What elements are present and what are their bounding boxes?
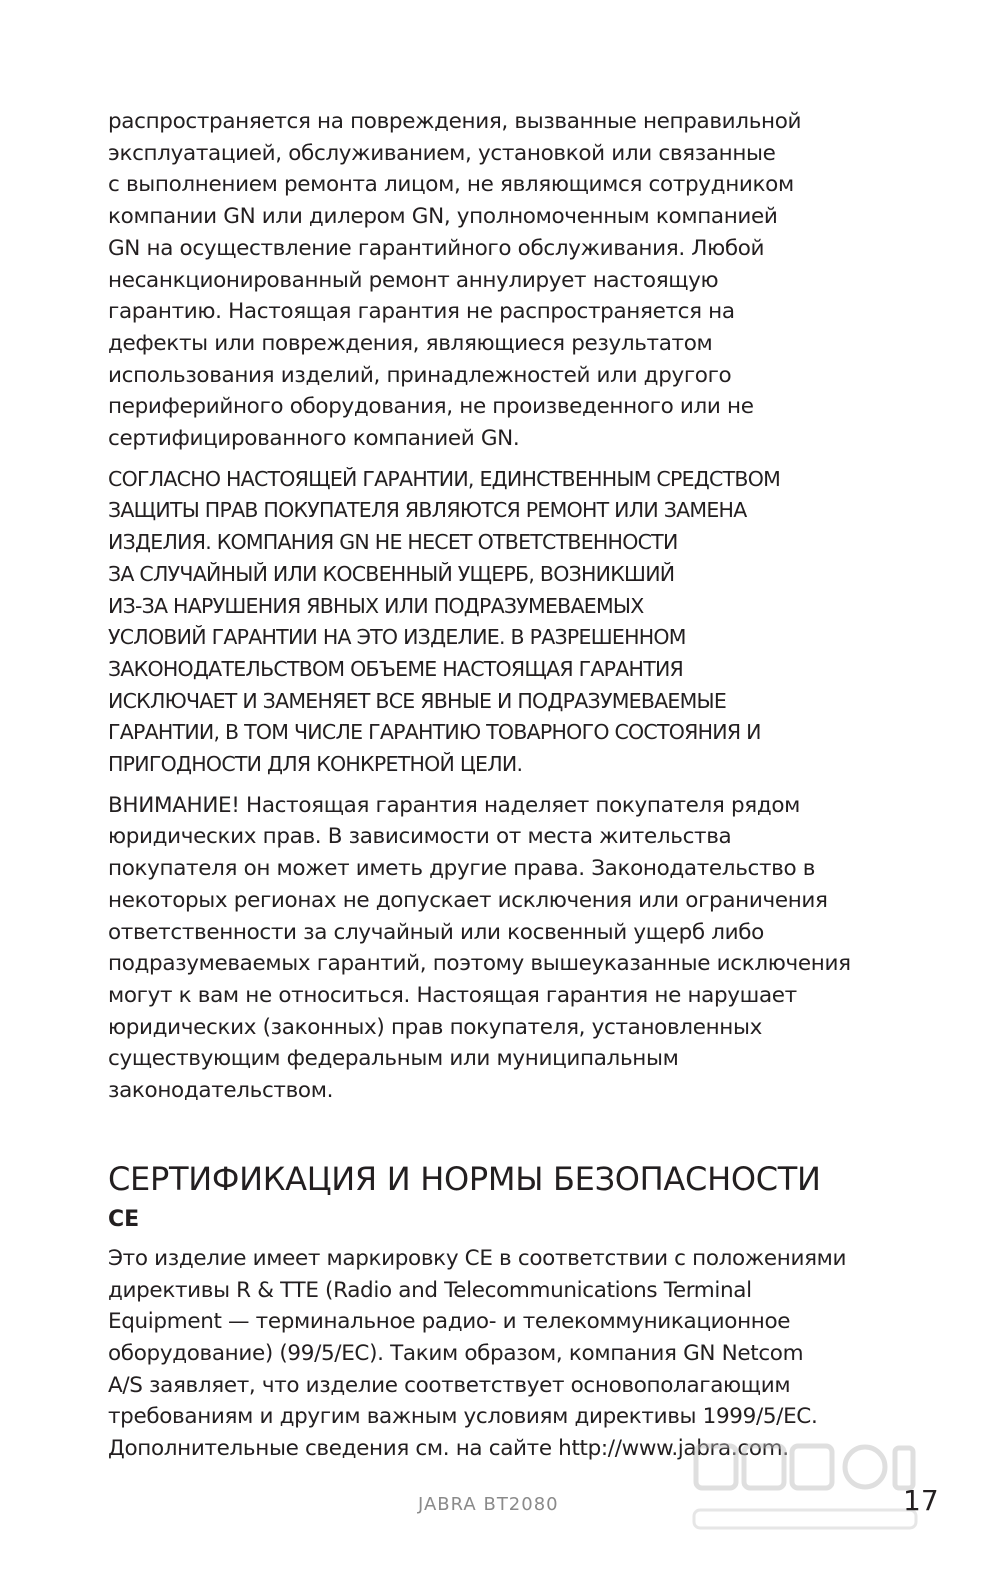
text-line: некоторых регионах не допускает исключения или ограничения: [108, 887, 828, 913]
paragraph-gap: [108, 781, 878, 790]
certification-paragraph: [108, 1243, 878, 1465]
footer-model-name: JABRA BT2080: [418, 1494, 559, 1515]
text-line: ЗАЩИТЫ ПРАВ ПОКУПАТЕЛЯ ЯВЛЯЮТСЯ РЕМОНТ ИЛИ ЗАМЕНА: [108, 498, 747, 523]
warranty-paragraph-1: [108, 106, 878, 455]
text-line: Equipment — терминальное радио- и телекоммуникационное: [108, 1309, 791, 1335]
text-line: покупателя он может иметь другие права. Законодательство в: [108, 856, 816, 882]
text-line: периферийного оборудования, не произведенного или не: [108, 394, 754, 420]
text-line: компании GN или дилером GN, уполномоченным компанией: [108, 204, 778, 230]
text-line: ИСКЛЮЧАЕТ И ЗАМЕНЯЕТ ВСЕ ЯВНЫЕ И ПОДРАЗУМЕВАЕМЫЕ: [108, 688, 727, 713]
text-line: директивы R & TTE (Radio and Telecommunications Terminal: [108, 1277, 752, 1303]
text-line: существующим федеральным или муниципальным: [108, 1046, 679, 1072]
text-line: эксплуатацией, обслуживанием, установкой или связанные: [108, 140, 776, 166]
text-line: ВНИМАНИЕ! Настоящая гарантия наделяет покупателя рядом: [108, 792, 801, 818]
text-line: Это изделие имеет маркировку CE в соответствии с положениями: [108, 1245, 847, 1271]
text-line: СОГЛАСНО НАСТОЯЩЕЙ ГАРАНТИИ, ЕДИНСТВЕННЫМ СРЕДСТВОМ: [108, 466, 781, 491]
text-line: УСЛОВИЙ ГАРАНТИИ НА ЭТО ИЗДЕЛИЕ. В РАЗРЕШЕННОМ: [108, 625, 686, 650]
warranty-paragraph-3: [108, 790, 878, 1107]
text-line: ЗА СЛУЧАЙНЫЙ ИЛИ КОСВЕННЫЙ УЩЕРБ, ВОЗНИКШИЙ: [108, 561, 675, 586]
section-heading: СЕРТИФИКАЦИЯ И НОРМЫ БЕЗОПАСНОСТИ: [108, 1159, 821, 1198]
text-line: несанкционированный ремонт аннулирует настоящую: [108, 267, 719, 293]
text-line: с выполнением ремонта лицом, не являющимся сотрудником: [108, 172, 794, 198]
text-line: юридических прав. В зависимости от места жительства: [108, 824, 732, 850]
text-line: Дополнительные сведения см. на сайте http://www.jabra.com.: [108, 1436, 789, 1462]
text-line: ЗАКОНОДАТЕЛЬСТВОМ ОБЪЕМЕ НАСТОЯЩАЯ ГАРАНТИЯ: [108, 656, 684, 681]
text-line: ИЗ-ЗА НАРУШЕНИЯ ЯВНЫХ ИЛИ ПОДРАЗУМЕВАЕМЫХ: [108, 593, 644, 618]
text-line: оборудование) (99/5/EC). Таким образом, компания GN Netcom: [108, 1340, 804, 1366]
text-line: сертифицированного компанией GN.: [108, 426, 520, 452]
text-line: использования изделий, принадлежностей или другого: [108, 362, 732, 388]
section-subheading: CE: [108, 1206, 140, 1232]
text-line: юридических (законных) прав покупателя, установленных: [108, 1014, 762, 1040]
paragraph-gap: [108, 455, 878, 464]
text-line: A/S заявляет, что изделие соответствует основополагающим: [108, 1372, 791, 1398]
text-line: могут к вам не относиться. Настоящая гарантия не нарушает: [108, 982, 797, 1008]
page-number: 17: [903, 1484, 939, 1517]
text-line: ПРИГОДНОСТИ ДЛЯ КОНКРЕТНОЙ ЦЕЛИ.: [108, 752, 523, 777]
text-line: законодательством.: [108, 1078, 334, 1104]
text-line: требованиям и другим важным условиям директивы 1999/5/EC.: [108, 1404, 818, 1430]
warranty-paragraph-2: [108, 464, 878, 781]
text-line: GN на осуществление гарантийного обслуживания. Любой: [108, 235, 765, 261]
text-line: ГАРАНТИИ, В ТОМ ЧИСЛЕ ГАРАНТИЮ ТОВАРНОГО СОСТОЯНИЯ И: [108, 720, 761, 745]
watermark-logo: [690, 1438, 920, 1548]
text-line: ИЗДЕЛИЯ. КОМПАНИЯ GN НЕ НЕСЕТ ОТВЕТСТВЕННОСТИ: [108, 530, 678, 555]
text-line: ответственности за случайный или косвенный ущерб либо: [108, 919, 764, 945]
text-line: распространяется на повреждения, вызванные неправильной: [108, 109, 802, 134]
text-line: подразумеваемых гарантий, поэтому вышеуказанные исключения: [108, 951, 851, 977]
text-line: дефекты или повреждения, являющиеся результатом: [108, 330, 713, 356]
text-line: гарантию. Настоящая гарантия не распространяется на: [108, 299, 735, 325]
page-content: [108, 106, 878, 1465]
